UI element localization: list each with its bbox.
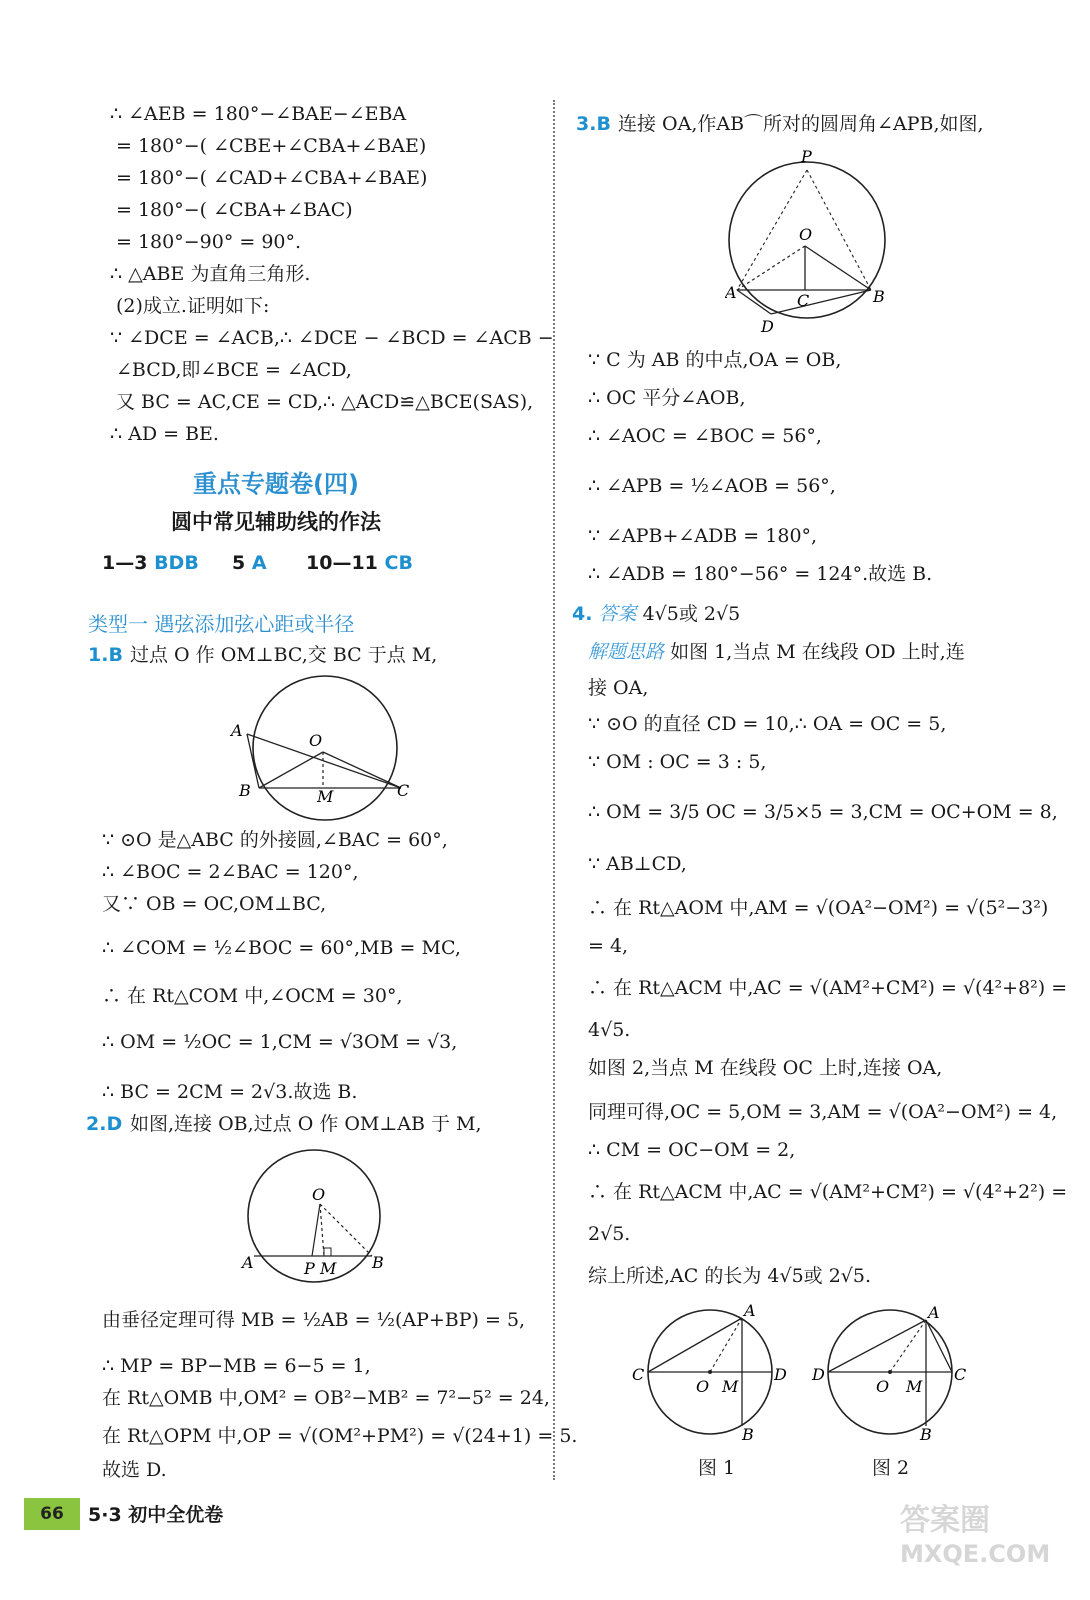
point-label: A bbox=[242, 1253, 254, 1272]
text-line: ∵ ∠APB+∠ADB = 180°, bbox=[588, 525, 818, 547]
text-line: (2)成立.证明如下: bbox=[116, 295, 270, 317]
answer-key: A bbox=[251, 552, 267, 574]
point-label: B bbox=[239, 781, 251, 800]
point-label: D bbox=[812, 1365, 825, 1384]
point-label: D bbox=[761, 317, 774, 336]
text-line: ∴ ∠AEB = 180°−∠BAE−∠EBA bbox=[110, 103, 407, 125]
text-line: ∴ BC = 2CM = 2√3.故选 B. bbox=[102, 1081, 358, 1103]
text-line: 接 OA, bbox=[588, 677, 649, 699]
text-line: ∴ AD = BE. bbox=[110, 423, 219, 445]
column-divider bbox=[553, 100, 555, 1480]
text-line: 2√5. bbox=[588, 1223, 631, 1245]
point-label: A bbox=[928, 1303, 940, 1322]
text-line: ∠BCD,即∠BCE = ∠ACD, bbox=[116, 359, 352, 381]
text-line: 由垂径定理可得 MB = ½AB = ½(AP+BP) = 5, bbox=[102, 1309, 526, 1331]
answer-key-3 bbox=[306, 552, 413, 574]
text-line: ∴ 在 Rt△AOM 中,AM = √(OA²−OM²) = √(5²−3²) bbox=[588, 897, 1049, 919]
text-line: ∴ ∠COM = ½∠BOC = 60°,MB = MC, bbox=[102, 937, 461, 959]
point-label: C bbox=[797, 291, 810, 310]
question-number: 4. bbox=[572, 603, 593, 625]
text-line: 如图 2,当点 M 在线段 OC 上时,连接 OA, bbox=[588, 1057, 943, 1079]
section-subtitle: 圆中常见辅助线的作法 bbox=[171, 510, 381, 534]
point-label: B bbox=[920, 1425, 932, 1444]
text-line: 故选 D. bbox=[102, 1459, 167, 1481]
text-line: ∵ ⊙O 是△ABC 的外接圆,∠BAC = 60°, bbox=[102, 829, 448, 851]
text-line: ∴ ∠ADB = 180°−56° = 124°.故选 B. bbox=[588, 563, 933, 585]
answer-range: 10—11 bbox=[306, 552, 378, 574]
text-line: ∵ ⊙O 的直径 CD = 10,∴ OA = OC = 5, bbox=[588, 713, 947, 735]
answer-key: CB bbox=[384, 552, 413, 574]
point-label: C bbox=[632, 1365, 645, 1384]
watermark-site: MXQE.COM bbox=[900, 1540, 1051, 1568]
point-label: A bbox=[744, 1301, 756, 1320]
point-label: C bbox=[954, 1365, 967, 1384]
text-line: = 180°−( ∠CBE+∠CBA+∠BAE) bbox=[116, 135, 427, 157]
point-label: M bbox=[906, 1377, 923, 1396]
watermark-logo: 答案圈 bbox=[900, 1503, 990, 1538]
text-line: ∴ CM = OC−OM = 2, bbox=[588, 1139, 796, 1161]
text-line: 在 Rt△OPM 中,OP = √(OM²+PM²) = √(24+1) = 5. bbox=[102, 1425, 578, 1447]
text-line: ∴ ∠APB = ½∠AOB = 56°, bbox=[588, 475, 836, 497]
answer-key: BDB bbox=[154, 552, 199, 574]
text-line: 连接 OA,作AB⌒所对的圆周角∠APB,如图, bbox=[618, 113, 984, 135]
text-line: ∴ 在 Rt△ACM 中,AC = √(AM²+CM²) = √(4²+8²) = bbox=[588, 977, 1068, 999]
point-label: O bbox=[876, 1377, 890, 1396]
text-line: ∵ OM : OC = 3 : 5, bbox=[588, 751, 767, 773]
text-line: ∴ OC 平分∠AOB, bbox=[588, 387, 746, 409]
text-line: 又 BC = AC,CE = CD,∴ △ACD≌△BCE(SAS), bbox=[116, 391, 534, 413]
point-label: A bbox=[725, 283, 737, 302]
section-title: 重点专题卷(四) bbox=[193, 470, 359, 498]
book-title: 5·3 初中全优卷 bbox=[88, 1504, 224, 1526]
point-label: O bbox=[799, 225, 813, 244]
point-label: P bbox=[304, 1259, 315, 1278]
page-number: 66 bbox=[24, 1498, 80, 1530]
text-line: 综上所述,AC 的长为 4√5或 2√5. bbox=[588, 1265, 872, 1287]
point-label: A bbox=[231, 721, 243, 740]
text-line: 又∵ OB = OC,OM⊥BC, bbox=[102, 893, 327, 915]
point-label: M bbox=[317, 787, 334, 806]
circle-figure-q2 bbox=[240, 1140, 400, 1300]
answer-value: 4√5或 2√5 bbox=[642, 603, 741, 625]
answer-line bbox=[572, 602, 740, 626]
text-line: ∴ 在 Rt△COM 中,∠OCM = 30°, bbox=[102, 985, 403, 1007]
point-label: P bbox=[801, 147, 812, 166]
question-number: 2.D bbox=[86, 1113, 123, 1135]
answer-key-1 bbox=[102, 552, 199, 574]
hint-label: 解题思路 bbox=[588, 641, 665, 663]
figure-caption: 图 1 bbox=[698, 1457, 736, 1479]
answer-label: 答案 bbox=[598, 603, 637, 625]
hint-line bbox=[588, 640, 965, 664]
point-label: M bbox=[722, 1377, 739, 1396]
point-label: O bbox=[312, 1185, 326, 1204]
type-heading: 类型一 遇弦添加弦心距或半径 bbox=[88, 612, 355, 636]
text-line: = 180°−( ∠CAD+∠CBA+∠BAE) bbox=[116, 167, 428, 189]
text-line: 过点 O 作 OM⊥BC,交 BC 于点 M, bbox=[130, 644, 438, 666]
text-line: 如图,连接 OB,过点 O 作 OM⊥AB 于 M, bbox=[130, 1113, 482, 1135]
answer-range: 5 bbox=[232, 552, 246, 574]
text-line: ∴ △ABE 为直角三角形. bbox=[110, 263, 311, 285]
figure-caption: 图 2 bbox=[872, 1457, 910, 1479]
text-line: 同理可得,OC = 5,OM = 3,AM = √(OA²−OM²) = 4, bbox=[588, 1101, 1058, 1123]
text-line: ∴ MP = BP−MB = 6−5 = 1, bbox=[102, 1355, 371, 1377]
answer-range: 1—3 bbox=[102, 552, 148, 574]
text-line: ∵ C 为 AB 的中点,OA = OB, bbox=[588, 349, 842, 371]
text-line: 在 Rt△OMB 中,OM² = OB²−MB² = 7²−5² = 24, bbox=[102, 1387, 550, 1409]
point-label: D bbox=[774, 1365, 787, 1384]
text-line: ∴ ∠AOC = ∠BOC = 56°, bbox=[588, 425, 822, 447]
text-line: ∴ ∠BOC = 2∠BAC = 120°, bbox=[102, 861, 359, 883]
circle-figure-q1 bbox=[225, 672, 425, 827]
point-label: M bbox=[320, 1259, 337, 1278]
text-line: ∴ 在 Rt△ACM 中,AC = √(AM²+CM²) = √(4²+2²) = bbox=[588, 1181, 1068, 1203]
text-line: = 4, bbox=[588, 935, 629, 957]
point-label: B bbox=[873, 287, 885, 306]
question-number: 3.B bbox=[576, 113, 611, 135]
text-line: ∵ ∠DCE = ∠ACB,∴ ∠DCE − ∠BCD = ∠ACB − bbox=[110, 327, 554, 349]
text-line: ∴ OM = 3/5 OC = 3/5×5 = 3,CM = OC+OM = 8, bbox=[588, 801, 1058, 823]
circle-figure-q3 bbox=[725, 142, 900, 342]
circle-figure-2 bbox=[810, 1300, 970, 1450]
text-line: = 180°−90° = 90°. bbox=[116, 231, 302, 253]
point-label: O bbox=[309, 731, 323, 750]
answer-key-2 bbox=[232, 552, 267, 574]
point-label: O bbox=[696, 1377, 710, 1396]
text-line: ∴ OM = ½OC = 1,CM = √3OM = √3, bbox=[102, 1031, 458, 1053]
hint-intro: 如图 1,当点 M 在线段 OD 上时,连 bbox=[670, 641, 965, 663]
text-line: 4√5. bbox=[588, 1019, 631, 1041]
point-label: C bbox=[397, 781, 410, 800]
point-label: B bbox=[372, 1253, 384, 1272]
text-line: = 180°−( ∠CBA+∠BAC) bbox=[116, 199, 353, 221]
text-line: ∵ AB⊥CD, bbox=[588, 853, 687, 875]
point-label: B bbox=[742, 1425, 754, 1444]
circle-figure-1 bbox=[630, 1300, 790, 1450]
question-number: 1.B bbox=[88, 644, 123, 666]
